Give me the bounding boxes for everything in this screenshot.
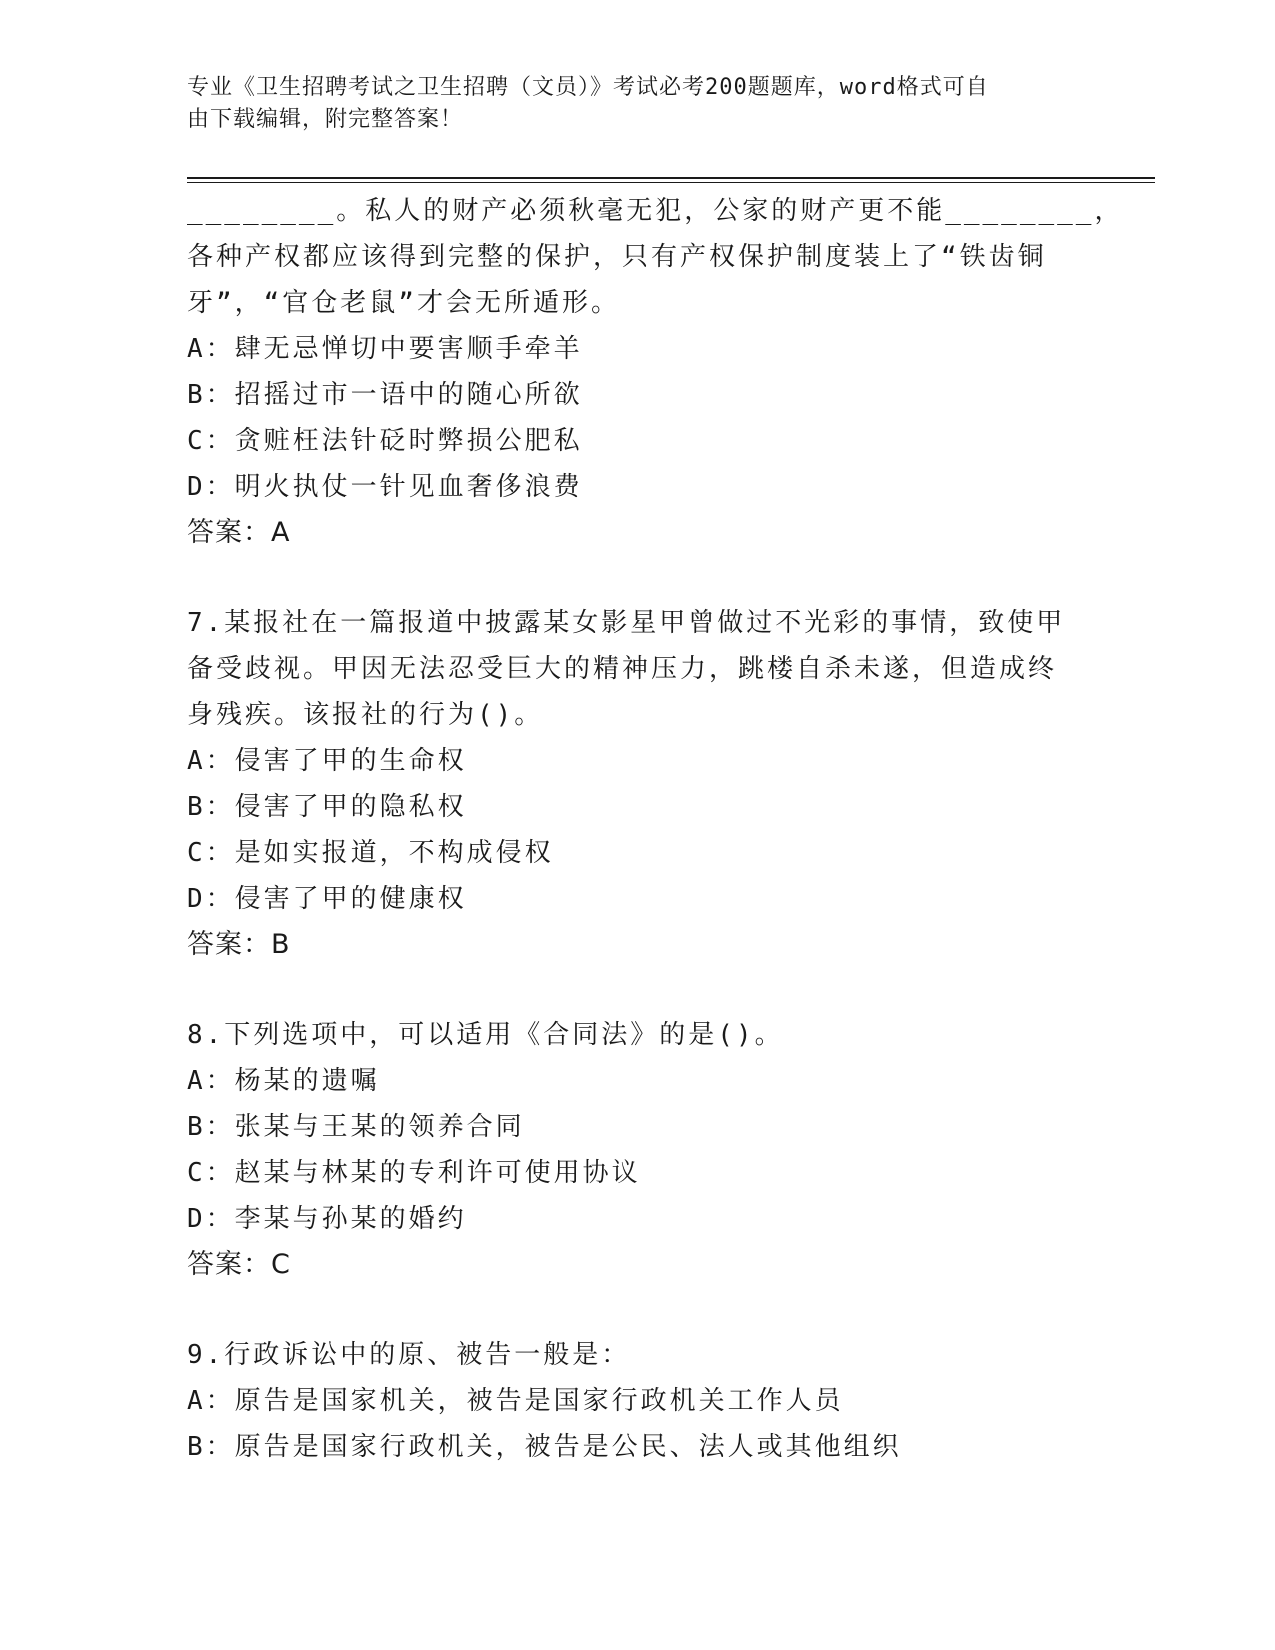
option-d: D：李某与孙某的婚约 bbox=[187, 1204, 467, 1234]
option-d: D：侵害了甲的健康权 bbox=[187, 884, 467, 914]
question-stem-line: 身残疾。该报社的行为()。 bbox=[187, 700, 544, 730]
question-stem-line: ________。私人的财产必须秋毫无犯，公家的财产更不能________， bbox=[187, 196, 1124, 226]
option-c: C：贪赃枉法针砭时弊损公肥私 bbox=[187, 426, 583, 456]
question-stem-line: 7.某报社在一篇报道中披露某女影星甲曾做过不光彩的事情，致使甲 bbox=[187, 608, 1066, 638]
question-8 bbox=[187, 1012, 1067, 1288]
answer-label: 答案：C bbox=[187, 1249, 291, 1280]
header-line-1: 专业《卫生招聘考试之卫生招聘（文员）》考试必考200题题库，word格式可自 bbox=[187, 75, 989, 100]
option-a: A：原告是国家机关，被告是国家行政机关工作人员 bbox=[187, 1386, 844, 1416]
header-divider-thin bbox=[187, 182, 1155, 183]
option-a: A：杨某的遗嘱 bbox=[187, 1066, 380, 1096]
question-stem-line: 备受歧视。甲因无法忍受巨大的精神压力，跳楼自杀未遂，但造成终 bbox=[187, 654, 1058, 684]
question-stem-line: 牙”，“官仓老鼠”才会无所遁形。 bbox=[187, 288, 620, 318]
question-7 bbox=[187, 600, 1067, 968]
option-c: C：赵某与林某的专利许可使用协议 bbox=[187, 1158, 641, 1188]
question-stem-line: 各种产权都应该得到完整的保护，只有产权保护制度装上了“铁齿铜 bbox=[187, 242, 1047, 272]
option-b: B：招摇过市一语中的随心所欲 bbox=[187, 380, 583, 410]
question-6 bbox=[187, 188, 1124, 556]
header-line-2: 由下载编辑，附完整答案！ bbox=[187, 107, 464, 132]
option-a: A：肆无忌惮切中要害顺手牵羊 bbox=[187, 334, 583, 364]
question-list bbox=[187, 188, 1124, 1470]
option-b: B：侵害了甲的隐私权 bbox=[187, 792, 467, 822]
question-spacer bbox=[187, 1288, 1067, 1332]
answer-label: 答案：A bbox=[187, 517, 291, 548]
question-9 bbox=[187, 1332, 1067, 1470]
option-c: C：是如实报道，不构成侵权 bbox=[187, 838, 554, 868]
option-b: B：张某与王某的领养合同 bbox=[187, 1112, 525, 1142]
option-a: A：侵害了甲的生命权 bbox=[187, 746, 467, 776]
option-b: B：原告是国家行政机关，被告是公民、法人或其他组织 bbox=[187, 1432, 902, 1462]
option-d: D：明火执仗一针见血奢侈浪费 bbox=[187, 472, 583, 502]
document-header bbox=[187, 72, 1067, 136]
question-spacer bbox=[187, 556, 1067, 600]
question-spacer bbox=[187, 968, 1067, 1012]
answer-label: 答案：B bbox=[187, 929, 291, 960]
header-divider-thick bbox=[187, 177, 1155, 179]
question-stem-line: 9.行政诉讼中的原、被告一般是： bbox=[187, 1340, 631, 1370]
question-stem-line: 8.下列选项中，可以适用《合同法》的是()。 bbox=[187, 1020, 784, 1050]
